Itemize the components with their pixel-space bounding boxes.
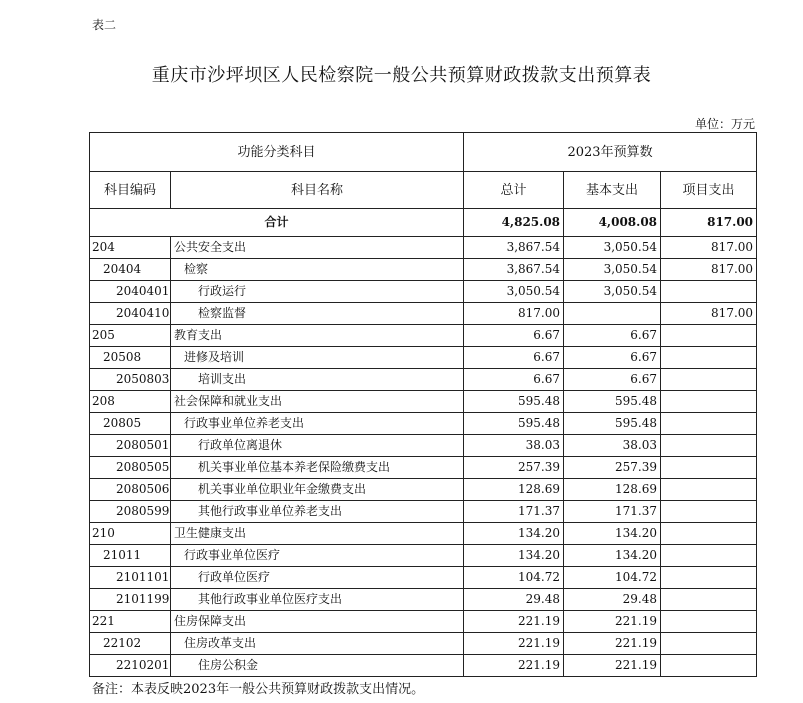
table-row (90, 545, 757, 567)
table-row (90, 435, 757, 457)
header-project: 项目支出 (661, 172, 757, 209)
row-total: 3,867.54 (464, 237, 564, 259)
row-name: 行政单位医疗 (171, 567, 464, 589)
row-code: 221 (90, 611, 171, 633)
row-project (661, 391, 757, 413)
row-code: 208 (90, 391, 171, 413)
row-project (661, 655, 757, 677)
row-total: 6.67 (464, 325, 564, 347)
row-project: 817.00 (661, 303, 757, 325)
row-basic: 171.37 (564, 501, 661, 523)
row-code: 2080599 (90, 501, 171, 523)
row-name: 行政事业单位养老支出 (171, 413, 464, 435)
row-name: 机关事业单位职业年金缴费支出 (171, 479, 464, 501)
table-row (90, 281, 757, 303)
row-project (661, 413, 757, 435)
unit-label: 单位：万元 (694, 117, 755, 131)
row-basic: 3,050.54 (564, 259, 661, 281)
row-code: 2040401 (90, 281, 171, 303)
row-name: 机关事业单位基本养老保险缴费支出 (171, 457, 464, 479)
row-name: 其他行政事业单位医疗支出 (171, 589, 464, 611)
row-basic: 128.69 (564, 479, 661, 501)
table-row (90, 237, 757, 259)
row-total: 595.48 (464, 391, 564, 413)
table-row (90, 325, 757, 347)
row-code: 20508 (90, 347, 171, 369)
row-project (661, 479, 757, 501)
page-title: 重庆市沙坪坝区人民检察院一般公共预算财政拨款支出预算表 (151, 65, 652, 86)
row-code: 2101101 (90, 567, 171, 589)
row-total: 221.19 (464, 655, 564, 677)
row-total: 6.67 (464, 369, 564, 391)
table-row (90, 479, 757, 501)
table-row (90, 501, 757, 523)
row-code: 2101199 (90, 589, 171, 611)
row-total: 134.20 (464, 545, 564, 567)
row-basic: 134.20 (564, 523, 661, 545)
row-code: 2080506 (90, 479, 171, 501)
row-total: 3,867.54 (464, 259, 564, 281)
row-project (661, 369, 757, 391)
row-basic: 221.19 (564, 655, 661, 677)
header-row-2 (90, 172, 757, 209)
table-row (90, 413, 757, 435)
total-project: 817.00 (661, 209, 757, 237)
row-total: 6.67 (464, 347, 564, 369)
row-basic: 3,050.54 (564, 237, 661, 259)
row-code: 204 (90, 237, 171, 259)
row-project (661, 347, 757, 369)
row-project (661, 545, 757, 567)
total-label: 合计 (90, 209, 464, 237)
row-code: 20404 (90, 259, 171, 281)
row-basic: 3,050.54 (564, 281, 661, 303)
row-name: 住房改革支出 (171, 633, 464, 655)
table-row (90, 589, 757, 611)
row-total: 257.39 (464, 457, 564, 479)
row-code: 20805 (90, 413, 171, 435)
row-basic: 134.20 (564, 545, 661, 567)
row-code: 21011 (90, 545, 171, 567)
row-total: 221.19 (464, 633, 564, 655)
row-project (661, 523, 757, 545)
row-project (661, 589, 757, 611)
row-code: 22102 (90, 633, 171, 655)
header-total: 总计 (464, 172, 564, 209)
row-basic: 221.19 (564, 611, 661, 633)
header-basic: 基本支出 (564, 172, 661, 209)
table-row (90, 259, 757, 281)
row-total: 3,050.54 (464, 281, 564, 303)
row-basic: 595.48 (564, 413, 661, 435)
row-basic: 6.67 (564, 369, 661, 391)
row-name: 社会保障和就业支出 (171, 391, 464, 413)
row-total: 29.48 (464, 589, 564, 611)
row-total: 38.03 (464, 435, 564, 457)
row-name: 培训支出 (171, 369, 464, 391)
row-basic: 38.03 (564, 435, 661, 457)
table-row (90, 567, 757, 589)
row-name: 进修及培训 (171, 347, 464, 369)
row-total: 221.19 (464, 611, 564, 633)
row-name: 卫生健康支出 (171, 523, 464, 545)
row-code: 210 (90, 523, 171, 545)
row-name: 教育支出 (171, 325, 464, 347)
row-project (661, 325, 757, 347)
row-project (661, 633, 757, 655)
total-total: 4,825.08 (464, 209, 564, 237)
row-code: 2210201 (90, 655, 171, 677)
row-name: 住房公积金 (171, 655, 464, 677)
row-project (661, 281, 757, 303)
row-project (661, 501, 757, 523)
row-name: 其他行政事业单位养老支出 (171, 501, 464, 523)
budget-table (89, 132, 757, 677)
row-code: 2080501 (90, 435, 171, 457)
row-name: 行政运行 (171, 281, 464, 303)
row-basic: 29.48 (564, 589, 661, 611)
total-basic: 4,008.08 (564, 209, 661, 237)
row-name: 住房保障支出 (171, 611, 464, 633)
row-project: 817.00 (661, 259, 757, 281)
row-name: 检察监督 (171, 303, 464, 325)
table-label: 表二 (92, 18, 117, 32)
row-project: 817.00 (661, 237, 757, 259)
row-total: 817.00 (464, 303, 564, 325)
header-func-category: 功能分类科目 (90, 133, 464, 172)
table-row (90, 523, 757, 545)
row-total: 104.72 (464, 567, 564, 589)
header-name: 科目名称 (171, 172, 464, 209)
row-total: 134.20 (464, 523, 564, 545)
table-row (90, 347, 757, 369)
row-code: 2050803 (90, 369, 171, 391)
row-project (661, 567, 757, 589)
footnote: 备注：本表反映2023年一般公共预算财政拨款支出情况。 (92, 682, 425, 697)
table-row (90, 655, 757, 677)
table-row (90, 633, 757, 655)
row-name: 公共安全支出 (171, 237, 464, 259)
row-basic: 6.67 (564, 347, 661, 369)
table-row (90, 369, 757, 391)
row-project (661, 435, 757, 457)
row-code: 205 (90, 325, 171, 347)
row-basic: 104.72 (564, 567, 661, 589)
table-row (90, 303, 757, 325)
table-row (90, 611, 757, 633)
row-basic: 6.67 (564, 325, 661, 347)
row-total: 171.37 (464, 501, 564, 523)
row-name: 检察 (171, 259, 464, 281)
header-row-1 (90, 133, 757, 172)
row-project (661, 611, 757, 633)
row-basic: 595.48 (564, 391, 661, 413)
row-project (661, 457, 757, 479)
table-row (90, 391, 757, 413)
header-code: 科目编码 (90, 172, 171, 209)
row-basic (564, 303, 661, 325)
row-basic: 221.19 (564, 633, 661, 655)
row-code: 2080505 (90, 457, 171, 479)
row-total: 128.69 (464, 479, 564, 501)
total-row (90, 209, 757, 237)
row-basic: 257.39 (564, 457, 661, 479)
row-name: 行政事业单位医疗 (171, 545, 464, 567)
row-total: 595.48 (464, 413, 564, 435)
row-name: 行政单位离退休 (171, 435, 464, 457)
row-code: 2040410 (90, 303, 171, 325)
table-row (90, 457, 757, 479)
header-budget-2023: 2023年预算数 (464, 133, 757, 172)
